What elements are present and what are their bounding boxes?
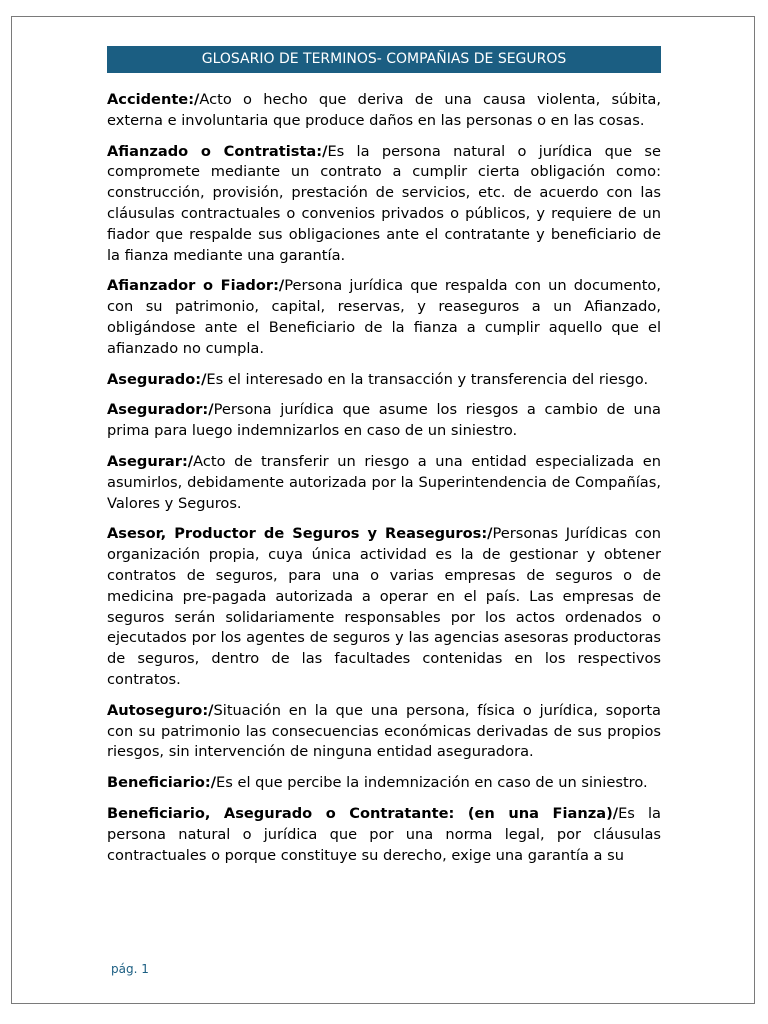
glossary-entry [107,142,661,267]
glossary-definition: Persona jurídica que asume los riesgos a cambio de una prima para luego indemnizarlos en caso de un siniestro. [107,401,661,440]
glossary-definition: Acto o hecho que deriva de una causa violenta, súbita, externa e involuntaria que produce daños en las personas o en las cosas. [107,91,661,129]
glossary-term: Accidente:/ [107,91,200,108]
glossary-term: Autoseguro:/ [107,701,214,719]
glossary-definition: Persona jurídica que respalda con un documento, con su patrimonio, capital, reservas, y reaseguros a un Afianzado, obligándose ante el Beneficiario de la fianza a cumplir aquello que el afianzado no cumpla. [107,277,661,357]
glossary-entry [107,90,661,132]
glossary-definition: Es la persona natural o jurídica que se compromete mediante un contrato a cumplir cierta obligación como: construcción, provisión, prestación de servicios, etc. de acuerdo con las cláusulas contractuales o convenios privados o públicos, y requiere de un fiador que respalde sus obligaciones ante el contratante y beneficiario de la fianza mediante una garantía. [107,142,661,264]
glossary-term: Afianzado o Contratista:/ [107,142,328,160]
glossary-entry [107,276,661,359]
glossary-definition: Es la persona natural o jurídica que por una norma legal, por cláusulas contractuales o porque constituye su derecho, exige una garantía a su [107,804,661,864]
glossary-entry [107,452,661,514]
document-title: GLOSARIO DE TERMINOS- COMPAÑIAS DE SEGUROS [107,46,661,73]
glossary-entry [107,701,661,763]
glossary-entry [107,400,661,442]
glossary-definition: Personas Jurídicas con organización propia, cuya única actividad es la de gestionar y obtener contratos de seguros, para una o varias empresas de seguros o de medicina pre-pagada autorizada a operar en el país. Las empresas de seguros serán solidariamente responsables por los actos ordenados o ejecutados por los agentes de seguros y las agencias asesoras productoras de seguros, dentro de las facultades contenidas en los respectivos contratos. [107,525,662,688]
glossary-definition: Acto de transferir un riesgo a una entidad especializada en asumirlos, debidamente autorizada por la Superintendencia de Compañías, Valores y Seguros. [107,452,661,512]
glossary-definition: Situación en la que una persona, física o jurídica, soporta con su patrimonio las consecuencias económicas derivadas de sus propios riesgos, sin intervención de ninguna entidad aseguradora. [107,701,661,761]
glossary-entry [107,804,661,866]
glossary-term: Beneficiario, Asegurado o Contratante: (en una Fianza)/ [107,804,619,822]
glossary-term: Asesor, Productor de Seguros y Reaseguros:/ [107,525,493,543]
glossary-body [107,90,661,876]
glossary-entry [107,370,661,391]
page-number: pág. 1 [111,962,149,976]
glossary-term: Beneficiario:/ [107,774,217,792]
glossary-definition: Es el interesado en la transacción y transferencia del riesgo. [206,370,649,388]
glossary-entry [107,773,661,794]
glossary-term: Asegurado:/ [107,370,207,388]
glossary-entry [107,524,661,690]
glossary-term: Afianzador o Fiador:/ [107,277,285,295]
glossary-term: Asegurador:/ [107,401,214,419]
glossary-term: Asegurar:/ [107,452,194,470]
glossary-definition: Es el que percibe la indemnización en caso de un siniestro. [216,774,648,792]
